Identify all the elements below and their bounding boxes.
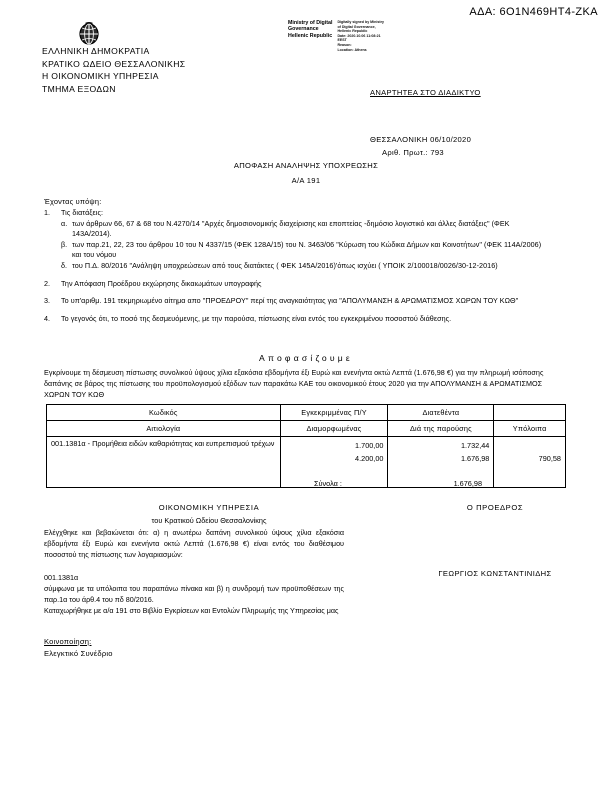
sub-clause-marker: α.: [61, 218, 68, 228]
cell-approved: 1.700,00: [355, 441, 384, 450]
clause-body: Την Απόφαση Προέδρου εκχώρησης δικαιωμάτων υπογραφής: [61, 278, 262, 288]
issuer-line-3: Η ΟΙΚΟΝΟΜΙΚΗ ΥΠΗΡΕΣΙΑ: [42, 71, 159, 82]
clause-number: 1.: [44, 208, 51, 217]
coat-of-arms-emblem: [78, 22, 100, 46]
president-heading: Ο ΠΡΟΕΔΡΟΣ: [466, 503, 524, 512]
column-header-current: Διά της παρούσης: [388, 421, 494, 437]
issuing-authority: [42, 45, 185, 95]
clause-intro: Τις διατάξεις:: [61, 208, 104, 217]
budget-table: [46, 404, 566, 488]
financial-service-body-1: Ελέγχθηκε και βεβαιώνεται ότι: α) η ανωτέρω δαπάνη συνολικού ύψους χίλια εξακόσια εβδομήντα έξι Ευρώ και ενενήντα οκτώ Λεπτά (1.676,98 €) είναι εντός του διαθέσιμου ποσοστού της πίστωσης των λογαριασμών:: [44, 528, 344, 559]
signature-detail-line-3: Hellenic Republic: [337, 29, 368, 34]
signature-detail-line-7: Location: Athens: [337, 47, 367, 52]
notification-label: Κοινοποίηση:: [44, 637, 92, 646]
clause-number: 4.: [44, 313, 51, 323]
clause-number: 3.: [44, 296, 51, 306]
column-header-code: Κωδικός: [47, 405, 281, 421]
document-serial-number: Α/Α 191: [291, 176, 321, 185]
sub-clause: [61, 261, 544, 272]
table-header-row: [47, 405, 566, 421]
list-item: [44, 279, 544, 290]
table-header-row: [47, 421, 566, 437]
decision-body: Εγκρίνουμε τη δέσμευση πίστωσης συνολικού ύψους χίλια εξακόσια εβδομήντα έξι Ευρώ και ενενήντα οκτώ Λεπτά (1.676,98 €) για την πληρωμή ισόποσης δαπάνης σε βάρος της πίστωσης του προϋπολογισμού εξόδων των παρακάτω ΚΑΕ του οικονομικού έτους 2020 για την ΑΠΟΛΥΜΑΝΣΗ & ΑΡΩΜΑΤΙΣΜΟΣ ΧΩΡΩΝ ΤΟΥ ΚΩΘ: [44, 368, 544, 399]
column-header-balance: Υπόλοιπα: [494, 421, 566, 437]
sub-clause: [61, 240, 544, 261]
signature-detail-line-6: Reason:: [337, 42, 352, 47]
cell-balance: 790,58: [538, 454, 561, 463]
table-row: [47, 437, 566, 488]
sub-clause-marker: β.: [61, 239, 68, 249]
signature-authority-line-3: Hellenic Republic: [288, 32, 333, 39]
signature-authority: [288, 20, 332, 52]
list-item: [44, 296, 544, 307]
signature-details: [337, 20, 384, 52]
column-header-allocated: Διατεθέντα: [388, 405, 494, 421]
signature-detail-line-1: Digitally signed by Ministry: [337, 20, 384, 24]
document-title: ΑΠΟΦΑΣΗ ΑΝΑΛΗΨΗΣ ΥΠΟΧΡΕΩΣΗΣ: [233, 161, 379, 170]
clause-body: [61, 208, 544, 272]
president-name: ΓΕΩΡΓΙΟΣ ΚΩΝΣΤΑΝΤΙΝΙΔΗΣ: [438, 569, 552, 578]
signature-authority-line-1: Ministry of Digital: [288, 20, 333, 26]
cell-description: 001.1381α - Προμήθεια ειδών καθαριότητας και ευπρεπισμού τρέχων: [47, 437, 281, 488]
cell-current: 1.676,98: [460, 454, 490, 463]
sub-clause-marker: δ.: [61, 260, 68, 270]
publication-notice: ΑΝΑΡΤΗΤΕΑ ΣΤΟ ΔΙΑΔΙΚΤΥΟ: [370, 88, 481, 97]
signature-authority-line-2: Governance: [288, 26, 319, 33]
issuer-line-1: ΕΛΛΗΝΙΚΗ ΔΗΜΟΚΡΑΤΙΑ: [42, 46, 150, 56]
clause-body: Το γεγονός ότι, το ποσό της δεσμευόμενης, με την παρούσα, πίστωσης είναι εντός του εγκεκριμένου ποσοστού διάθεσης.: [61, 313, 452, 323]
issuer-line-2: ΚΡΑΤΙΚΟ ΩΔΕΙΟ ΘΕΣΣΑΛΟΝΙΚΗΣ: [42, 58, 186, 69]
financial-service-body-2: σύμφωνα με τα υπόλοιπα του παραπάνω πίνακα και β) η συνδρομή των προϋποθέσεων της παρ.1α του άρθ.4 του πδ 80/2016.: [44, 584, 344, 604]
issuer-line-4: ΤΜΗΜΑ ΕΞΟΔΩΝ: [42, 83, 116, 94]
list-item: [44, 314, 544, 325]
cell-adjusted: 4.200,00: [355, 454, 384, 463]
signature-detail-line-4: Date: 2020.10.06 11:08:21: [337, 33, 381, 38]
column-header-empty: [494, 405, 566, 421]
financial-service-account-code: 001.1381α: [44, 573, 79, 582]
preamble-label: Έχοντας υπόψη:: [44, 197, 102, 206]
column-header-reason: Αιτιολογία: [47, 421, 281, 437]
digital-signature-stamp: [288, 20, 408, 52]
notification-recipient: Ελεγκτικό Συνέδριο: [44, 649, 113, 658]
signature-detail-line-5: EEST: [337, 38, 347, 43]
column-header-adjusted: Διαμορφωμένας: [280, 421, 388, 437]
sub-clause-text: του Π.Δ. 80/2016 "Ανάληψη υποχρεώσεων από τους διατάκτες ( ΦΕΚ 145Α/2016)'όπως ισχύει ( ΥΠΟΙΚ 2/100018/0026/30-12-2016): [72, 260, 498, 270]
sub-clause-text: των άρθρων 66, 67 & 68 του Ν.4270/14 "Αρχές δημοσιονομικής διαχείρισης και εποπτείας -δημόσιο λογιστικό και άλλες διατάξεις" (ΦΕΚ 143Α/2014).: [72, 218, 510, 239]
financial-service-body-3: Καταχωρήθηκε με α/α 191 στο Βιβλίο Εγκρίσεων και Εντολών Πληρωμής της Υπηρεσίας μας: [44, 606, 339, 615]
legal-clause-list: [44, 208, 544, 325]
protocol-number: Αριθ. Πρωτ.: 793: [382, 148, 444, 157]
sub-clause: [61, 219, 544, 240]
cell-allocated: 1.732,44: [460, 441, 490, 450]
sub-clause-text: των παρ.21, 22, 23 του άρθρου 10 του Ν 4337/15 (ΦΕΚ 128Α/15) του Ν. 3463/06 "Κύρωση του Κώδικα Δήμων και Κοινοτήτων" (ΦΕΚ 114Α/2006) και του νόμου: [72, 239, 542, 260]
list-item: [44, 208, 544, 272]
clause-number: 2.: [44, 278, 51, 288]
clause-body: Το υπ'αριθμ. 191 τεκμηριωμένο αίτημα απο "ΠΡΟΕΔΡΟΥ" περί της αναγκαιότητας για "ΑΠΟΛΥΜΑΝΣΗ & ΑΡΩΜΑΤΙΣΜΟΣ ΧΩΡΩΝ ΤΟΥ ΚΩΘ": [61, 296, 519, 306]
totals-value: 1.676,98: [453, 479, 482, 488]
decision-heading: Αποφασίζουμε: [259, 353, 353, 363]
financial-service-subheading: του Κρατικού Ωδείου Θεσσαλονίκης: [151, 516, 267, 525]
signature-detail-line-2: of Digital Governance,: [337, 24, 376, 29]
column-header-approved: Εγκεκριμμένας Π/Υ: [280, 405, 388, 421]
cell-amounts-balance: [494, 437, 566, 488]
ada-code: ΑΔΑ: 6Ο1Ν469ΗΤ4-ΖΚΑ: [469, 6, 598, 18]
financial-service-heading: ΟΙΚΟΝΟΜΙΚΗ ΥΠΗΡΕΣΙΑ: [158, 503, 260, 512]
place-and-date: ΘΕΣΣΑΛΟΝΙΚΗ 06/10/2020: [370, 135, 472, 144]
totals-label: Σύνολα :: [314, 479, 342, 488]
